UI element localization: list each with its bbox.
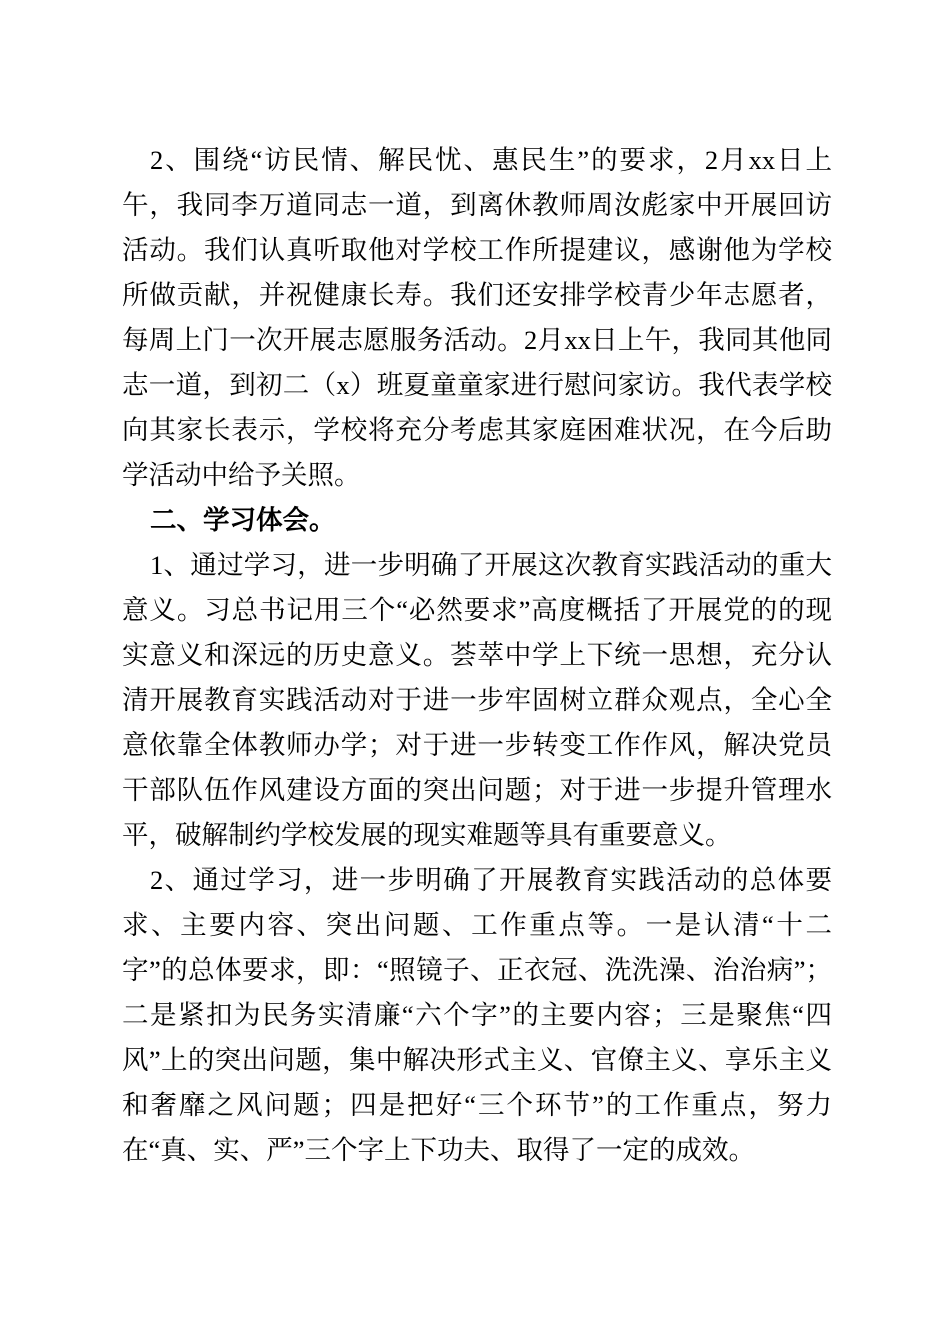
paragraph-visit-activities: 2、围绕“访民情、解民忧、惠民生”的要求，2月xx日上午，我同李万道同志一道，到离休教师周汝彪家中开展回访活动。我们认真听取他对学校工作所提建议，感谢他为学校所做贡献，并祝健康长寿。我们还安排学校青少年志愿者，每周上门一次开展志愿服务活动。2月xx日上午，我同其他同志一道，到初二（x）班夏童童家进行慰问家访。我代表学校向其家长表示，学校将充分考虑其家庭困难状况，在今后助学活动中给予关照。 xyxy=(122,145,832,490)
paragraph-study-significance: 1、通过学习，进一步明确了开展这次教育实践活动的重大意义。习总书记用三个“必然要求”高度概括了开展党的的现实意义和深远的历史意义。荟萃中学上下统一思想，充分认清开展教育实践活动对于进一步牢固树立群众观点，全心全意依靠全体教师办学；对于进一步转变工作作风，解决党员干部队伍作风建设方面的突出问题；对于进一步提升管理水平，破解制约学校发展的现实难题等具有重要意义。 xyxy=(122,550,832,850)
heading-study-experience: 二、学习体会。 xyxy=(150,505,336,535)
paragraph-study-requirements: 2、通过学习，进一步明确了开展教育实践活动的总体要求、主要内容、突出问题、工作重点等。一是认清“十二字”的总体要求，即：“照镜子、正衣冠、洗洗澡、治治病”；二是紧扣为民务实清廉“六个字”的主要内容；三是聚焦“四风”上的突出问题，集中解决形式主义、官僚主义、享乐主义和奢靡之风问题；四是把好“三个环节”的工作重点，努力在“真、实、严”三个字上下功夫、取得了一定的成效。 xyxy=(122,865,832,1165)
